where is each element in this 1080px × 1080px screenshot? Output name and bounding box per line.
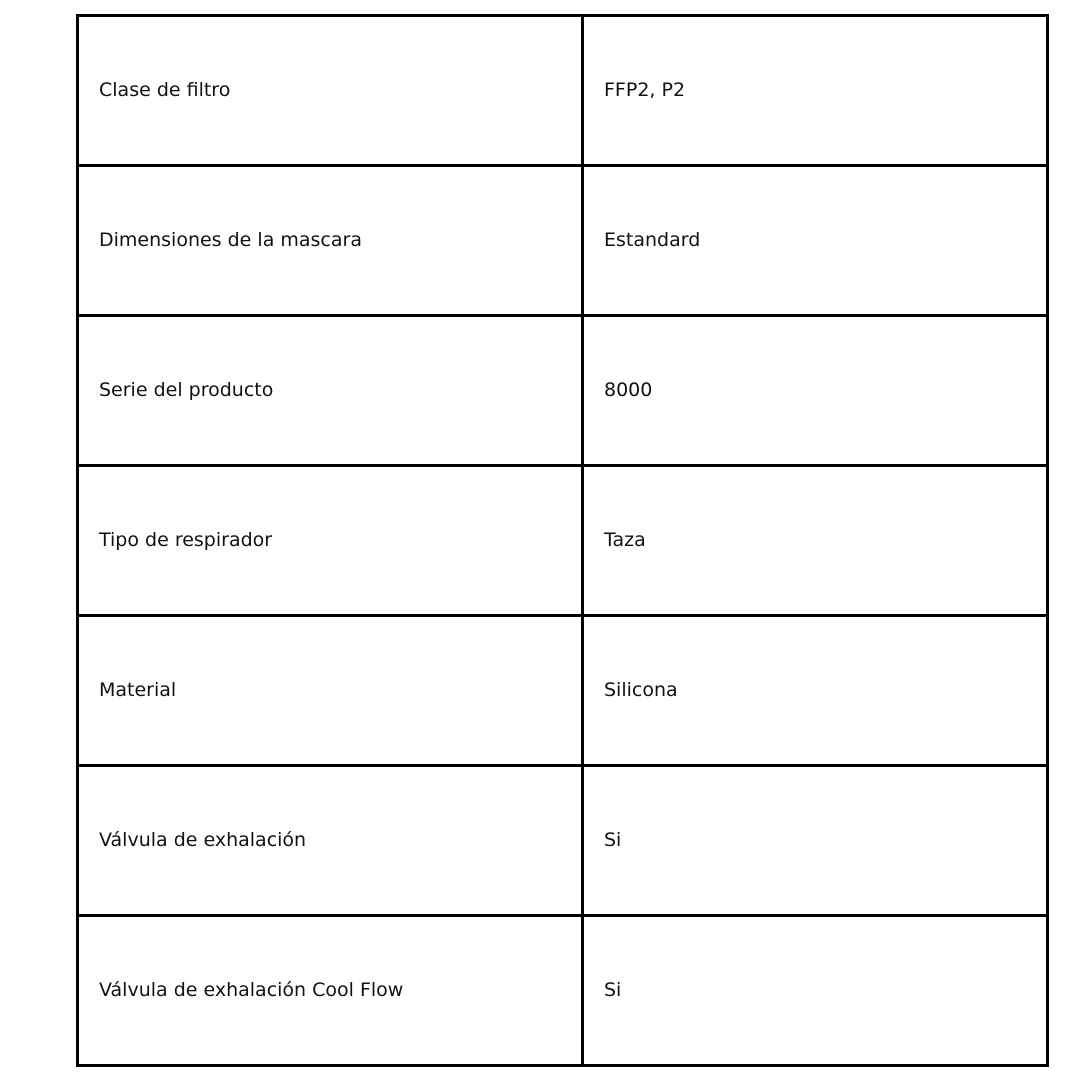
row-label: Válvula de exhalación bbox=[99, 829, 307, 852]
row-value-cell bbox=[583, 316, 1048, 466]
table-row bbox=[78, 466, 1048, 616]
row-value: Si bbox=[604, 829, 622, 852]
row-label: Dimensiones de la mascara bbox=[99, 229, 362, 252]
table-row bbox=[78, 616, 1048, 766]
row-value-cell bbox=[583, 616, 1048, 766]
row-value: Si bbox=[604, 979, 622, 1002]
row-value: Estandard bbox=[604, 229, 701, 252]
row-label-cell bbox=[78, 466, 583, 616]
row-label-cell bbox=[78, 766, 583, 916]
row-label: Serie del producto bbox=[99, 379, 274, 402]
row-value: Taza bbox=[604, 529, 646, 552]
row-label-cell bbox=[78, 616, 583, 766]
specifications-table bbox=[76, 14, 1049, 1067]
table-row bbox=[78, 16, 1048, 166]
row-value-cell bbox=[583, 916, 1048, 1066]
row-value-cell bbox=[583, 766, 1048, 916]
row-value: 8000 bbox=[604, 379, 653, 402]
table-row bbox=[78, 316, 1048, 466]
row-label-cell bbox=[78, 916, 583, 1066]
row-label: Clase de filtro bbox=[99, 79, 231, 102]
row-value: FFP2, P2 bbox=[604, 79, 686, 102]
row-label: Válvula de exhalación Cool Flow bbox=[99, 979, 404, 1002]
row-label-cell bbox=[78, 16, 583, 166]
row-value-cell bbox=[583, 466, 1048, 616]
row-label-cell bbox=[78, 166, 583, 316]
table-row bbox=[78, 916, 1048, 1066]
row-label-cell bbox=[78, 316, 583, 466]
row-value: Silicona bbox=[604, 679, 678, 702]
specifications-table-body bbox=[78, 16, 1048, 1066]
table-row bbox=[78, 766, 1048, 916]
row-value-cell bbox=[583, 166, 1048, 316]
row-value-cell bbox=[583, 16, 1048, 166]
row-label: Tipo de respirador bbox=[99, 529, 273, 552]
table-row bbox=[78, 166, 1048, 316]
row-label: Material bbox=[99, 679, 177, 702]
